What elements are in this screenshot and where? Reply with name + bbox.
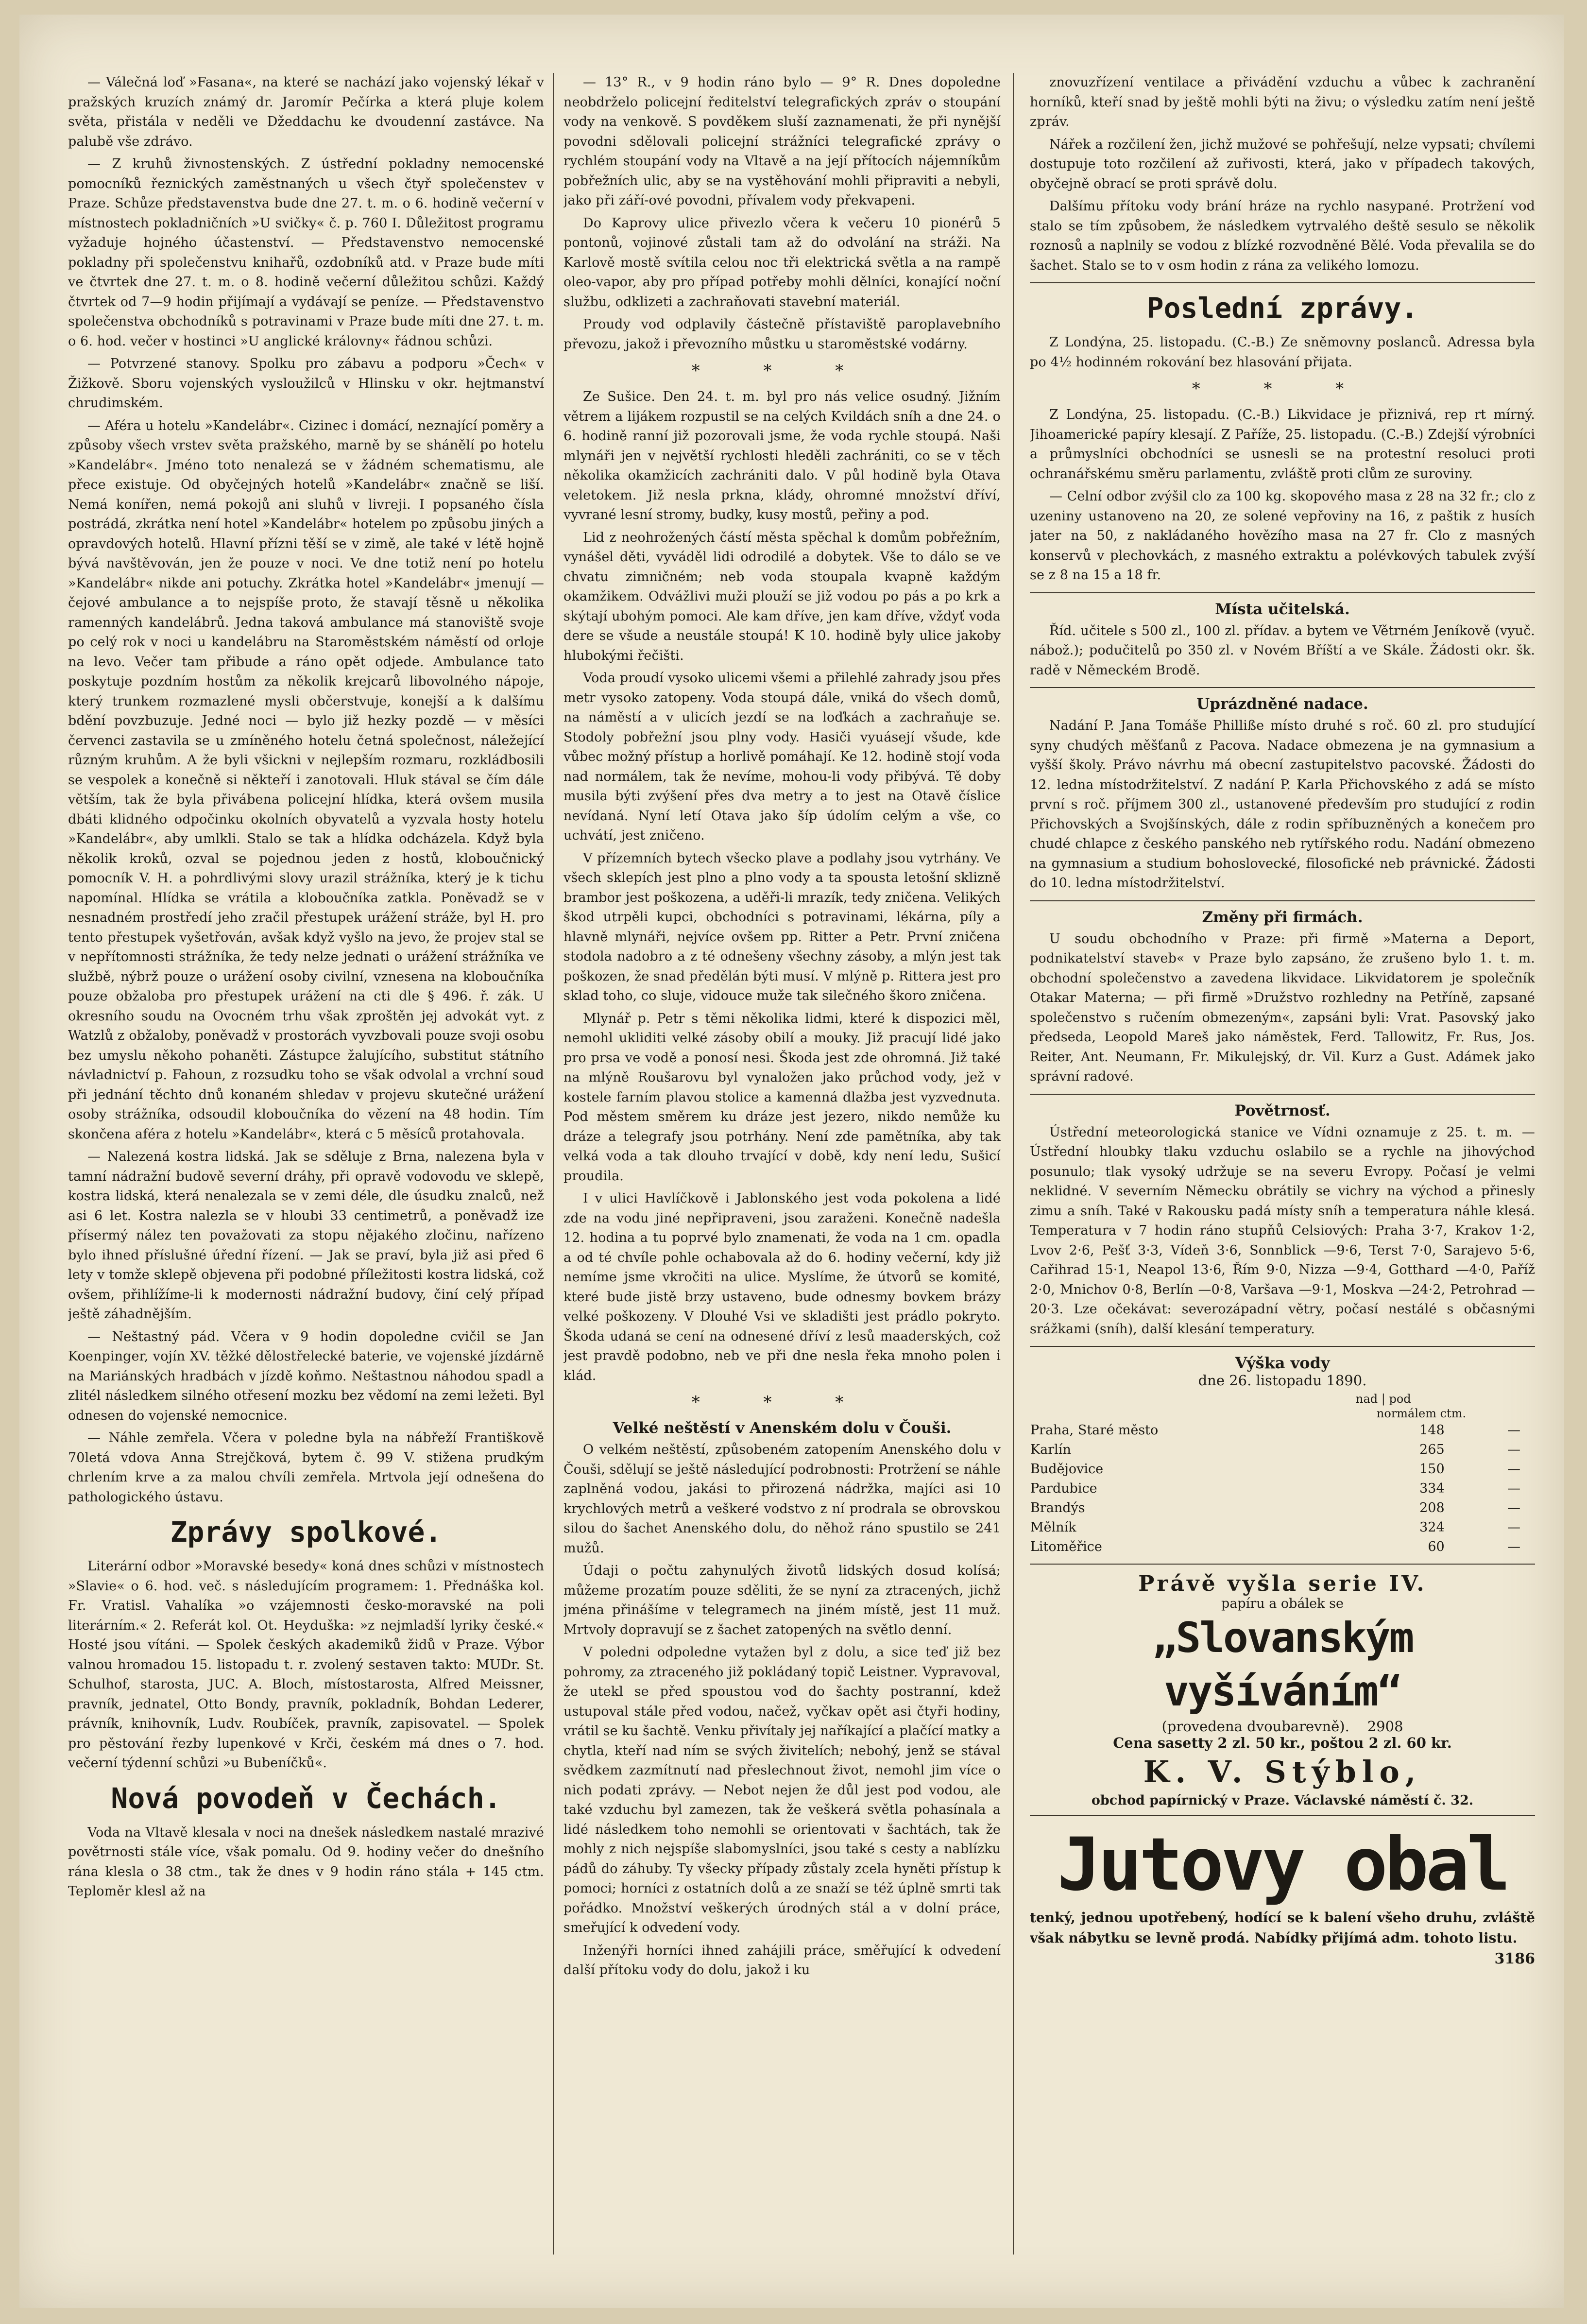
article-paragraph: — Válečná loď »Fasana«, na které se nachází jako vojenský lékař v pražských kruzích známý dr. Jaromír Pečírka a která pluje kolem světa, přistála v neděli ve Džeddachu ke dvoudenní zastávce. Na palubě vše zdrávo. [68,75,544,149]
article-paragraph: Inženýři horníci ihned zahájili práce, směřující k odvedení další přítoku vody do dolu, jakož i ku [563,1943,1001,1978]
advertisement-jute [1030,1823,1535,1967]
table-cell-pod: — [1507,1500,1520,1515]
table-cell-place: Mělník [1030,1520,1076,1535]
article-paragraph: Údaji o počtu zahynulých životů lidských dosud kolísá; můžeme prozatím pouze sděliti, že se nyní za ztracených, jichž jména přinášíme v telegramech na jiném místě, jest 11 muž. Mrtvoly dopravují se z šachet zatopených na světlo denní. [563,1563,1001,1637]
newspaper-page [19,15,1564,2308]
section-divider [1030,592,1535,593]
ad-jute-headline: Jutovy obal [1057,1823,1508,1907]
table-row [1030,1518,1535,1537]
article-paragraph: Proudy vod odplavily částečně přístaviště paroplavebního převozu, jakož i převozního můstku u staroměstské vodárny. [563,317,1001,352]
table-cell-nad: 60 [1428,1539,1445,1554]
table-cell-nad: 150 [1419,1462,1445,1477]
article-paragraph: — Z kruhů živnostenských. Z ústřední pokladny nemocenské pomocníků řeznických zaměstnaných u všech čtyř společenstev v Praze. Schůze představenstva bude dne 27. t. m. o 6. hodině večerní v místnostech pokladničních »U svičky« č. p. 760 I. Důležitost programu vyžaduje hojného účastenství. — Představenstvo nemocenské pokladny při společenstvu knihařů, ozdobníků atd. v Praze bude míti ve čtvrtek dne 27. t. m. o 8. hodině večerní důležitou schůzi. Každý čtvrtek od 7—9 hodin přijímají a vydávají se peníze. — Představenstvo společenstva obchodníků s potravinami v Praze bude míti dne 27. t. m. o 6. hod. večer v hostinci »U anglické královny« řádnou schůzi. [68,156,544,349]
column-left [68,73,544,2264]
notice-text: Říd. učitele s 500 zl., 100 zl. přídav. a bytem ve Větrném Jeníkově (vyuč. nábož.); podučitelů po 350 zl. v Novém Bříští a ve Skále. Žádosti okr. šk. radě v Německém Brodě. [1030,623,1535,678]
water-level-date: dne 26. listopadu 1890. [1198,1372,1367,1389]
table-cell-pod: — [1507,1423,1520,1438]
ad-address: obchod papírnický v Praze. Václavské náměstí č. 32. [1091,1793,1474,1808]
asterism-separator: * * * [1192,379,1373,398]
ad-jute-text: tenký, jednou upotřebený, hodící se k balení všeho druhu, zvláště však nábytku se levně prodá. Nabídky přijímá adm. tohoto listu. [1030,1910,1535,1946]
table-cell-pod: — [1507,1539,1520,1554]
article-paragraph: — Celní odbor zvýšil clo za 100 kg. skopového masa z 28 na 32 fr.; clo z uzeniny ustanoveno na 20, ze solené vepřoviny na 16, z paštik z husích jater na 50, z nakládaného hovězího masa na 27 fr. Clo z masných konservů v plechovkách, z masného extraktu a polévkových tabulek zvýší se z 8 na 15 a 18 fr. [1030,489,1535,583]
ad-note: (provedena dvoubarevně). 2908 [1161,1718,1403,1735]
table-cell-nad: 334 [1419,1481,1445,1496]
article-continuation [1030,73,1535,275]
article-headline: Velké neštěstí v Anenském dolu v Čouši. [613,1419,952,1437]
latest-news-heading: Poslední zprávy. [1146,292,1418,325]
article-paragraph: Dalšímu přítoku vody brání hráze na rychlo nasypané. Protržení vod stalo se tím způsobem, že následkem vytrvalého deště sesulo se několik roznosů a naplnily se vodou z blízké rozvodněné Bělé. Voda převalila se do šachet. Stalo se to v osm hodin z rána za velikého lomozu. [1030,199,1535,273]
section-heading: Nová povodeň v Čechách. [111,1781,501,1815]
column-right [1030,73,1535,2264]
article-paragraph: Voda proudí vysoko ulicemi všemi a přilehlé zahrady jsou přes metr vysoko zatopeny. Voda stoupá dále, vniká do všech domů, na náměstí a v ulicích jezdí se na loďkách a zachraňuje se. Stodoly pobřežní jsou plny vody. Hasiči vyuásejí všude, kde vůbec možný přístup a horlivě pomáhají. Ke 12. hodině stojí voda nad normálem, tak že nevíme, mohou-li vody přibývá. Tě doby musila býti zvýšení přes dva metry a to jest na Otavě číslice nevídaná. Nyní letí Otava jako šíp údolím celým a vše, co uchvátí, jest zničeno. [563,671,1001,843]
advertisement-stationery [1030,1571,1535,1808]
article-paragraph: V poledni odpoledne vytažen byl z dolu, a sice teď již bez pohromy, za ztraceného již pokládaný topič Leistner. Vypravoval, že utekl se před spoustou vod do šachty postranní, kdež ustupoval stále před vodou, načež, vyčkav opět asi čtyři hodiny, vrátil se ku šachtě. Venku přivítaly jej naříkající a plačící matky a chytla, kteří nad ním se svých živitelích; nebohý, jenž se stával svědkem zazmítnutí nad přeslechnout život, nemohl jim více o nich podati zprávy. — Nebot nejen že důl jest pod vodou, ale také vzduchu byl zamezen, tak že veškerá světla pohasínala a lidé následkem toho nemohli se orientovati v šachtách, tak že mohly z nich nejspíše slabomyslníci, jsou také s cesty a nablízku pádů do záhuby. Ty všecky případy zůstaly zcela hyněti přístup k pomoci; horníci z ostatních dolů a ze snaží se též úplně smrti tak pořádko. Množství veškerých úrodných stál a v dolní práce, smeřující k odvedení vody. [563,1645,1001,1935]
ad-headline: Právě vyšla serie IV. [1138,1571,1427,1596]
table-cell-nad: 324 [1419,1520,1445,1535]
column-middle [563,73,1001,2264]
table-row [1030,1479,1535,1498]
col-header-above: nad | pod [1356,1392,1411,1406]
article-paragraph: — Nalezená kostra lidská. Jak se sděluje z Brna, nalezena byla v tamní nádražní budově severní dráhy, při opravě vodovodu ve sklepě, kostra lidská, která nenalezala se v zemi déle, dle úsudku znalců, než asi 6 let. Kostra nalezla se v hloubi 33 centimetrů, a poněvadž ize přísermý nález ten považovati za stopu nějakého zločinu, nařízeno bylo ihned příslušné úřední řízení. — Jak se praví, byla již asi před 6 lety v tomže sklepě objevena při podobné příležitosti kostra lidská, což ovšem, přihlížíme-li k modernosti nádražní budovy, činí celý případ ještě záhadnějším. [68,1149,544,1322]
water-level-title: Výška vody [1235,1354,1330,1372]
article-paragraph: Nářek a rozčilení žen, jichž mužové se pohřešují, nelze vypsati; chvílemi dostupuje toto rozčilení až zuřivosti, která, jako v případech takových, obyčejně obrací se proti správě dolu. [1030,137,1535,191]
notice-text: Ústřední meteorologická stanice ve Vídni oznamuje z 25. t. m. — Ústřední hloubky tlaku vzduchu oslabilo se a rychle na jihovýchod posunulo; tlak vysoký udržuje se na severu Evropy. Počasí je velmi neklidné. V severním Německu obrátily se vichry na východ a přinesly zimu a sníh. Také v Rakousku padá místy sníh a temperatura náhle klesá. Temperatura v 7 hodin ráno stupňů Celsiových: Praha 3·7, Krakov 1·2, Lvov 2·6, Pešť 3·3, Vídeň 3·6, Sonnblick —9·6, Terst 7·0, Sarajevo 5·6, Cařihrad 15·1, Neapol 13·6, Řím 9·0, Nizza —9·4, Gotthard —4·0, Paříž 2·0, Mnichov 0·8, Berlín —0·8, Varšava —9·1, Moskva —24·2, Petrohrad —20·3. Lze očekávat: severozápadní větry, počasí nestálé s občasnými srážkami (sníh), další klesání temperatury. [1030,1124,1535,1337]
article-paragraph: Mlynář p. Petr s těmi několika lidmi, které k dispozici měl, nemohl ukliditi velké zásoby obilí a mouky. Již pracují lidé jako pro prsa ve vodě a ponosí nesi. Škoda jest zde ohromná. Již také na mlýně Roušarovu byl vynaložen jako průchod vody, jež v kostele farním plavou stolice a kamenná dlažba jest vyzvednuta. Pod městem směrem ku dráze jest jezero, nikdo nemůže ku dráze a telegrafy jsou potrhány. Není zde pamětníka, aby tak velká voda a tak dlouho trvající v době, kdy není ledu, Sušicí proudila. [563,1011,1001,1184]
water-level-table-block [1030,1354,1535,1557]
section-divider [1030,1346,1535,1347]
article-paragraph: Lid z neohrožených částí města spěchal k domům pobřežním, vynášel děti, vyváděl lidi odrodilé a dobytek. Vše to dálo se ve chvatu zimničném; neb voda stoupala kvapně každým okamžikem. Odvážlivi muži plouží se již vodou po pás a po krk a skýtají ubohým pomoci. Ale kam dříve, jen kam dříve, vždyť voda dere se všude a neustále stoupá! K 10. hodině byly ulice jakoby hlubokými řečišti. [563,530,1001,663]
section-heading: Zprávy spolkové. [170,1515,442,1549]
article-paragraph: Do Kaprovy ulice přivezlo včera k večeru 10 pionérů 5 pontonů, vojinové zůstali tam až do odvolání na stráži. Na Karlově mostě svítila celou noc tři elektrická světla a na rampě oleo-vapor, aby pro případ potřeby mohli dělníci, konající noční službu, odklizeti a zachraňovati stavební materiál. [563,215,1001,310]
table-cell-pod: — [1507,1462,1520,1477]
table-cell-pod: — [1507,1442,1520,1457]
table-cell-place: Pardubice [1030,1481,1097,1496]
notice-text: U soudu obchodního v Praze: při firmě »Materna a Deport, podnikatelství staveb« v Praze bylo zapsáno, že zrušeno bylo 1. t. m. obchodní společenstvo a zavedena likvidace. Likvidatorem je společník Otakar Materna; — při firmě »Družstvo rozhledny na Petříně, zapsané společenstvo s ručením obmezeným«, zapsáni byli: Vrat. Pasovský jako předseda, Leopold Mareš jako náměstek, Ferd. Tallowitz, Fr. Rus, Jos. Reiter, Ant. Neumann, Fr. Mikulejský, dr. Vil. Kurz a Gust. Adámek jako správní radové. [1030,931,1535,1084]
table-cell-place: Karlín [1030,1442,1071,1457]
notice-heading: Uprázdněné nadace. [1196,695,1368,713]
table-cell-nad: 208 [1419,1500,1445,1515]
table-cell-place: Praha, Staré město [1030,1423,1159,1438]
table-row [1030,1440,1535,1460]
article-paragraph: O velkém neštěstí, způsobeném zatopením Anenského dolu v Čouši, sdělují se ještě následující podrobnosti: Protržení se náhle zaplněná vodou, jakási to přirozená nádržka, majíci asi 10 krychlových metrů a veškeré vodstvo z ní prodrala se obrovskou silou do šachet Anenského dolu, do něhož ráno spustilo se 241 mužů. [563,1442,1001,1556]
ad-subline: papíru a obálek se [1221,1596,1344,1611]
col-header-unit: normálem ctm. [1376,1407,1467,1420]
section-divider [1030,282,1535,283]
asterism-separator: * * * [691,361,873,380]
notice-heading: Místa učitelská. [1215,600,1350,618]
article-paragraph: V přízemních bytech všecko plave a podlahy jsou vytrhány. Ve všech sklepích jest plno a plno vody a ta spousta letošní sklizně brambor jest poškozena, a uděři-li mrazík, tedy zničena. Velikých škod utrpěli kupci, obchodníci s potravinami, lékárna, píly a hlavně mlynáři, nejvíce ovšem pp. Ritter a Petr. První zničena stodola nadobro a z té odnešeny všechny zásoby, a mlýn jest tak poškozen, že snad předělán býti musí. V mlýně p. Rittera jest pro sklad toho, co sluje, vidouce muže tak silečného škoro zničena. [563,850,1001,1003]
table-cell-nad: 265 [1419,1442,1445,1457]
article-paragraph: I v ulici Havlíčkově i Jablonského jest voda pokolena a lidé zde na vodu jiné nepřipraveni, jsou zaraženi. Konečně nadešla 12. hodina a tu poprvé bylo znamenati, že voda na 1 cm. opadla a od té chvíle pohle ochabovala až do 6. hodiny večerní, kdy již nemíme jsme vkročiti na ulice. Myslíme, že útvorů se komité, které bude jistě brzy ustaveno, bude odnesmy bovkem brázy velké poškozeny. V Dlouhé Vsi ve skladišti jest prádlo pokryto. Škoda udaná se cení na odnesené dříví z lesů maaderských, což jest pravdě podobno, neb ve při dne nesla řeka mnoho polen i klád. [563,1191,1001,1383]
latest-news [1030,333,1535,585]
section-divider [1030,900,1535,901]
table-row [1030,1460,1535,1479]
table-cell-nad: 148 [1419,1423,1445,1438]
table-cell-place: Budějovice [1030,1462,1104,1477]
notice-sections [1030,592,1535,1340]
asterism-separator: * * * [691,1393,873,1412]
ad-brand: K. V. Stýblo, [1143,1754,1422,1790]
table-cell-pod: — [1507,1520,1520,1535]
article-paragraph: Ze Sušice. Den 24. t. m. byl pro nás velice osudný. Jižním větrem a lijákem rozpustil se na celých Kvildách sníh a dne 24. o 6. hodině ranní již pozorovali jsme, že voda rychle stoupá. Naši mlynáři jen v největší rychlosti hleděli zachrániti, co se v těch několika okamžicích zachrániti dalo. V půl hodině byla Otava veletokem. Již nesla prkna, klády, ohromné množství dříví, vyvrané lesní stromy, budky, kusy mostů, peřiny a pod. [563,389,1001,522]
article-paragraph: Z Londýna, 25. listopadu. (C.-B.) Likvidace je přiznivá, rep rt mírný. Jihoamerické papíry klesají. Z Paříže, 25. listopadu. (C.-B.) Zdejší výrobníci a průmyslníci obchodníci se usnesli se na protestní resoluci proti ochranářskému směru parlamentu, zvláště proti clům ze suroviny. [1030,407,1535,482]
article-paragraph: Literární odbor »Moravské besedy« koná dnes schůzi v místnostech »Slavie« o 6. hod. več. s následujícím programem: 1. Přednáška kol. Fr. Vratisl. Vahalíka »o vzájemnosti česko-moravské na poli literárním.« 2. Referát kol. Ot. Heyduška: »z nejmladší lyriky české.« Hosté jsou vítáni. — Spolek českých akademiků židů v Praze. Výbor valnou hromadou 15. listopadu t. r. zvolený sestaven takto: MUDr. St. Schulhof, starosta, JUC. A. Bloch, místostarosta, Alfred Meissner, pravník, jednatel, Otto Bondy, pravník, pokladník, Bohdan Lederer, právník, knihovník, Ludv. Roubíček, pravník, zapisovatel. — Spolek pro pěstování řezby lupenkové v Krči, českém má dnes o 7. hod. večerní týdenní schůzi »u Bubeníčků«. [68,1559,544,1771]
ad-product-name: „Slovanským vyšíváním“ [1152,1614,1413,1716]
table-row [1030,1421,1535,1440]
article-paragraph: — 13° R., v 9 hodin ráno bylo — 9° R. Dnes dopoledne neobdrželo policejní ředitelství telegrafických zpráv o stoupání vody na venkově. S povděkem sluší zaznamenati, že při nynější povodni sdělovali policejní strážníci telegrafické zprávy o rychlém stoupání vody na Vltavě a na její přítocích nájemníkům pobřežních ulic, aby se na vystěhování mohli připraviti a nebyli, jako při září-ové povodni, přívalem vody překvapeni. [563,75,1001,208]
notice-heading: Povětrnosť. [1234,1102,1331,1119]
section-divider [1030,1094,1535,1095]
column-divider [1013,73,1014,2255]
notice-text: Nadání P. Jana Tomáše Philliße místo druhé s roč. 60 zl. pro studující syny chudých měšťanů z Pacova. Nadace obmezena je na gymnasium a vyšší školy. Právo návrhu má obecní zastupitelstvo pacovské. Žádosti do 12. ledna místodržitelství. Z nadání P. Karla Přichovského z adá se místo první s roč. příjmem 300 zl., ustanovené především pro studující z rodin Přichovských a Svojšínských, dále z rodin spříbuzněných a konečem pro chudé chlapce z českého panského neb rytířského rodu. Nadání obmezeno na gymnasium a studium bohoslovecké, filosofické neb právnické. Žádosti do 10. ledna místodržitelství. [1030,718,1535,891]
section-divider [1030,687,1535,688]
notice-heading: Změny při firmách. [1202,908,1363,926]
article-paragraph: — Potvrzené stanovy. Spolku pro zábavu a podporu »Čech« v Žižkově. Sboru vojenských vysloužilců v Hlinsku v okr. hejtmanství chrudimském. [68,356,544,411]
table-cell-place: Brandýs [1030,1500,1085,1515]
section-divider [1030,1564,1535,1565]
article-paragraph: — Neštastný pád. Včera v 9 hodin dopoledne cvičil se Jan Koenpinger, vojín XV. těžké dělostřelecké baterie, ve vojenské jízdárně na Mariánských hradbách v jízdě koňmo. Neštastnou náhodou spadl a zlitél následkem silného otřesení mozku bez vědomí na zemi ležeti. Byl odnesen do vojenské nemocnice. [68,1329,544,1423]
article-paragraph: — Náhle zemřela. Včera v poledne byla na nábřeží Františkově 70letá vdova Anna Strejčková, bytem č. 99 V. stižena prudkým chrlením krve a za malou chvíli zemřela. Mrtvola její odnešena do pathologického ústavu. [68,1430,544,1505]
article-paragraph: znovuzřízení ventilace a přivádění vzduchu a vůbec k zachranění horníků, kteří snad by ještě mohli býti na živu; o výsledku zatím není ještě zpráv. [1030,75,1535,129]
table-cell-place: Litoměřice [1030,1539,1102,1554]
table-cell-pod: — [1507,1481,1520,1496]
column-divider [553,73,554,2255]
article-paragraph: Z Londýna, 25. listopadu. (C.-B.) Ze sněmovny poslanců. Adressa byla po 4½ hodinném rokování bez hlasování přijata. [1030,335,1535,370]
table-row [1030,1498,1535,1518]
ad-jute-number: 3186 [1494,1950,1535,1967]
ad-price: Cena sasetty 2 zl. 50 kr., poštou 2 zl. 60 kr. [1113,1735,1452,1751]
water-level-table [1030,1392,1535,1557]
section-divider [1030,1815,1535,1816]
table-row [1030,1537,1535,1557]
article-paragraph: — Aféra u hotelu »Kandelábr«. Cizinec i domácí, neznající poměry a způsoby všech vrstev světa pražského, marně by se shánělí po hotelu »Kandelábr«. Jméno toto nenalezá se v žádném schematismu, ale přece existuje. Od obyčejných hotelů »Kandelábr« značně se liší. Nemá konířen, nemá pokojů ani sluhů v livreji. I popsaného čísla postrádá, zkrátka není hotel »Kandelábr« hotelem po způsobu jiných a opravdových hotelů. Hlavní přízni těší se v zimě, ale také v létě hojně bývá navštěvován, jen že pouze v noci. Ve dne totiž není po hotelu »Kandelábr« nikde ani potuchy. Zkrátka hotel »Kandelábr« jmenují — čejové ambulance a to nejspíše proto, že stavají těsně u několika ramenných kandelábrů. Jedna taková ambulance má stanoviště svoje po celý rok v noci u kandelábru na Staroměstském náměstí od orloje na levo. Večer tam přibude a ráno opět odjede. Ambulance tato poskytuje pozdním hostům za několik krejcarů libovolného nápoje, který trunkem rozmazlené mysli občerstvuje, konejší a k dalšímu bdění povzbuzuje. Jedné noci — bylo již hezky pozdě — v měsíci červenci zastavila se u zmíněného hotelu četná společnost, náležející různým kruhům. A že byli všickni v nejlepším rozmaru, rozkládbosili se vespolek a konečně si někteří i zanotovali. Hluk stával se čím dále větším, tak že byla přivábena policejní hlídka, která ovšem musila dbáti klidného odpočinku okolních obyvatelů a vyzvala hosty hotelu »Kandelábr«, aby umlkli. Stalo se tak a hlídka odcházela. Když byla několik kroků, ozval se pojednou jeden z hostů, kloboučnický pomocník V. H. a pohrdlivými slovy urazil strážníka, který je k tichu napomínal. Hlídka se vrátila a kloboučníka zatkla. Poněvadž se v nesnadném prostředí jeho zračil přestupek urážení stráže, byl H. pro tento přestupek vyšetřován, avšak když vyšlo na jevo, že projev stal se v nepřítomnosti strážníka, že tedy nelze jednati o urážení strážníka ve službě, nýbrž pouze o urážení osoby civilní, vznesena na kloboučníka pouze obžaloba pro přestupek urážení na cti dle § 496. ř. zák. U okresního soudu na Ovocném trhu však zproštěn jej advokát vyt. z Watzlů z obžaloby, poněvadž v prostorách vyvzbovali pouze svoji osobu bez umyslu někoho pohaněti. Zástupce žalujícího, substitut státního návladnictví p. Fahoun, z rozsudku toho se však odvolal a vrchní soud při jednání těchto dnů konaném shledav v projevu skutečné urážení osoby strážníka, odsoudil kloboučníka do vězení na 48 hodin. Tím skončena aféra z hotelu »Kandelábr«, která c 5 měsíců protahovala. [68,418,544,1142]
article-paragraph: Voda na Vltavě klesala v noci na dnešek následkem nastalé mrazivé povětrnosti stále více, však pomalu. Od 9. hodiny večer do dnešního rána klesla o 38 ctm., tak že dnes v 9 hodin ráno stála + 145 ctm. Teploměr klesl až na [68,1825,544,1899]
